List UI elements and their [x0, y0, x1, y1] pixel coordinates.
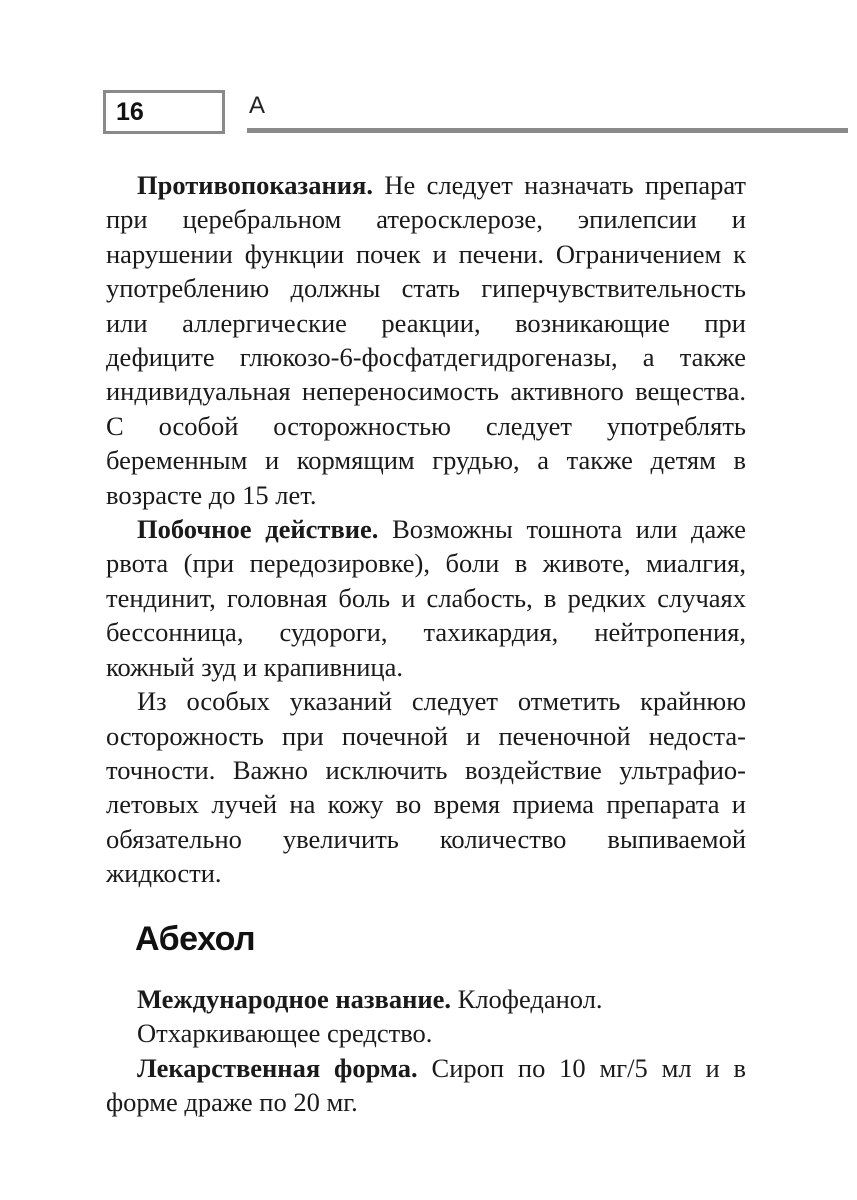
header-rule	[247, 128, 848, 133]
dosage-form-text: Сироп по 10 мг/5 мл и в форме драже по 20 мг.	[106, 1052, 746, 1118]
drug-category: Отхаркивающее средство.	[137, 1018, 433, 1049]
special-notes-text: Из особых указаний следует отметить крайнюю осторожность при почечной и печеночной недостаточности. Важно исключить воздействие ультрафиолетовых лучей на кожу во время приема препарата и обязательно увеличить количество выпиваемой жидкости.	[106, 686, 746, 889]
side-effects-paragraph	[106, 512, 746, 684]
section-letter: А	[249, 92, 266, 119]
page-number: 16	[116, 98, 144, 126]
entry-body	[106, 982, 746, 1120]
special-notes-paragraph	[106, 684, 746, 890]
dosage-form-paragraph	[106, 1051, 746, 1120]
page-number-box	[103, 90, 225, 134]
contraindications-label: Противопоказания.	[137, 170, 373, 200]
international-name-text: Клофеданол.	[451, 984, 603, 1014]
side-effects-label: Побочное действие.	[137, 514, 379, 545]
side-effects-text: Возможны тошнота или даже рвота (при передозировке), боли в животе, миалгия, тендинит, головная боль и слабость, в редких случаях бессонница, судороги, тахикардия, нейтропения, кожный зуд и крапивница.	[106, 514, 746, 682]
international-name-label: Международное название.	[137, 984, 452, 1014]
contraindications-paragraph	[106, 168, 746, 512]
body-text	[106, 168, 746, 891]
page-header	[103, 90, 748, 138]
contraindications-text: Не следует назначать препарат при церебральном атеросклерозе, эпилепсии и нарушении функции почек и печени. Ограничением к употреблению должны стать гиперчувствительность или аллергические реакции, возникающие при дефиците глюкозо-6-фосфатдегидрогеназы, а также индивидуальная непереносимость активного вещества. С особой осторожностью следует употреблять беременным и кормящим грудью, а также детям в возрасте до 15 лет.	[106, 170, 746, 510]
international-name-paragraph	[106, 982, 746, 1016]
entry-title: Абехол	[135, 920, 256, 958]
dosage-form-label: Лекарственная форма.	[137, 1052, 418, 1083]
